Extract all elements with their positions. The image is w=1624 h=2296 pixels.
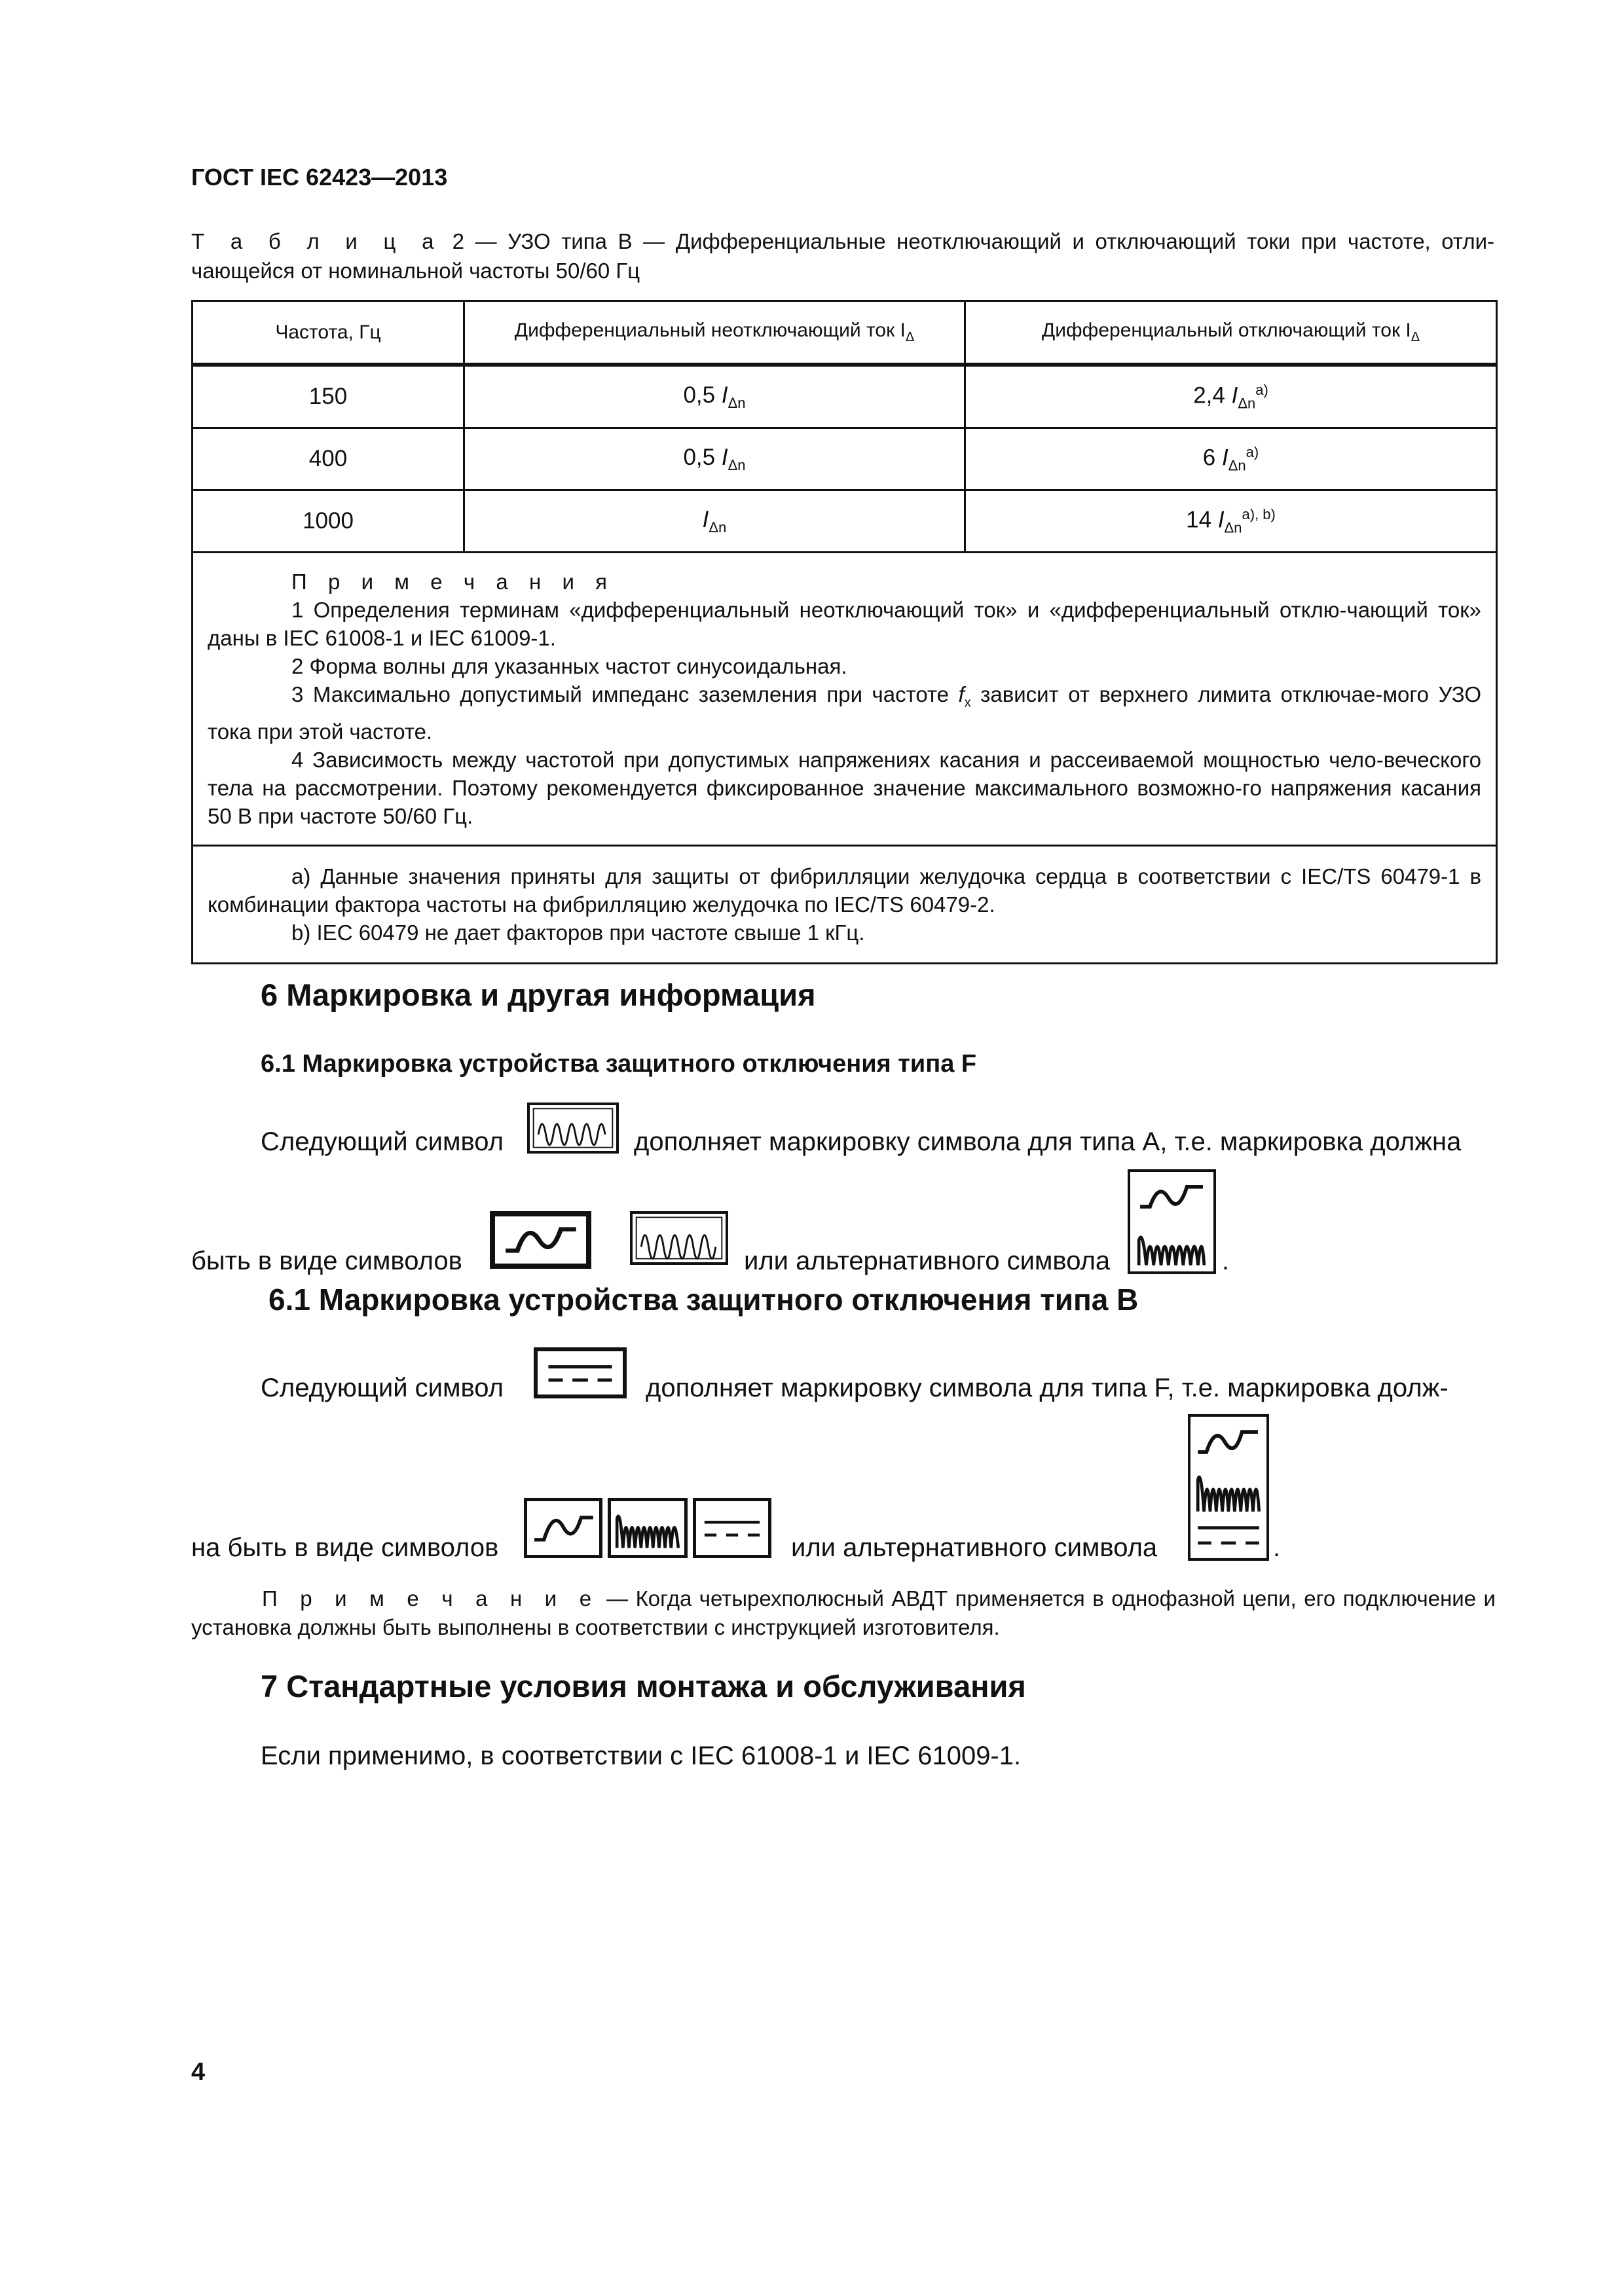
table-caption-line2: чающейся от номинальной частоты 50/60 Гц — [191, 259, 640, 283]
sub1-line1-start: Следующий символ — [261, 1127, 504, 1156]
table-notes — [193, 553, 1497, 846]
note-line2: установка должны быть выполнены в соответствии с инструкцией изготовителя. — [191, 1615, 1000, 1639]
notes-title: П р и м е ч а н и я — [291, 570, 615, 594]
sub2-line1-start: Следующий символ — [261, 1374, 504, 1402]
note-3: 3 Максимально допустимый импеданс заземления при частоте $f_x$ зависит от верхнего лимита отключае-мого УЗО тока при этой частоте. — [208, 682, 1481, 744]
document-header: ГОСТ IEC 62423—2013 — [191, 164, 448, 191]
note-2: 2 Форма волны для указанных частот синусоидальная. — [291, 654, 847, 678]
page-number: 4 — [191, 2058, 206, 2086]
cell-trip: 6 $I_{\Delta n}^{a)}$ — [965, 428, 1497, 490]
type-f-combined-icon — [1128, 1169, 1216, 1274]
footnote-a: a) Данные значения приняты для защиты от фибрилляции желудочка сердца в соответствии с IEC/TS 60479-1 в комбинации фактора частоты на фибрилляцию желудочка по IEC/TS 60479-2. — [208, 864, 1481, 917]
sub2-line2-start: на быть в виде символов — [191, 1533, 499, 1562]
half-wave-pulsating-icon — [490, 1211, 591, 1269]
header-trip-current: Дифференциальный отключающий ток $I_\Delta$ — [965, 301, 1497, 365]
section-6-1-title: 6.1 Маркировка устройства защитного отключения типа F — [261, 1050, 977, 1078]
table-row — [193, 428, 1497, 490]
table-caption-text: 2 — УЗО типа В — Дифференциальные неотключающий и отключающий токи при частоте, отли- — [441, 229, 1495, 253]
section-7-title: 7 Стандартные условия монтажа и обслуживания — [261, 1669, 1026, 1704]
table-footnotes-row — [193, 845, 1497, 963]
footnote-b: b) IEC 60479 не дает факторов при частоте свыше 1 кГц. — [291, 920, 865, 945]
multi-frequency-wave-icon — [527, 1102, 619, 1154]
section-6-note — [191, 1584, 1496, 1642]
cell-frequency: 1000 — [193, 490, 464, 553]
cell-non-trip: 0,5 $I_{\Delta n}$ — [464, 365, 965, 428]
sub2-line2-end: . — [1273, 1533, 1281, 1562]
cell-non-trip: $I_{\Delta n}$ — [464, 490, 965, 553]
note-1: 1 Определения терминам «дифференциальный неотключающий ток» и «дифференциальный отклю-чающий ток» даны в IEC 61008-1 и IEC 61009-1. — [208, 598, 1481, 650]
note-4: 4 Зависимость между частотой при допустимых напряжениях касания и рассеиваемой мощностью чело-веческого тела на рассмотрении. Поэтому рекомендуется фиксированное значение максимального возможно-го напряжения касания 50 В при частоте 50/60 Гц. — [208, 747, 1481, 828]
table-header-row — [193, 301, 1497, 365]
table-caption-label: Т а б л и ц а — [191, 229, 442, 253]
cell-frequency: 400 — [193, 428, 464, 490]
table-notes-row — [193, 553, 1497, 846]
section-6-title: 6 Маркировка и другая информация — [261, 977, 816, 1012]
type-b-combined-icon — [1188, 1414, 1269, 1561]
header-frequency: Частота, Гц — [193, 301, 464, 365]
cell-trip: 14 $I_{\Delta n}^{a), b)}$ — [965, 490, 1497, 553]
table-row — [193, 490, 1497, 553]
section-7-text: Если применимо, в соответствии с IEC 61008-1 и IEC 61009-1. — [261, 1741, 1022, 1770]
section-6-1-b-title: 6.1 Маркировка устройства защитного отключения типа B — [268, 1283, 1139, 1317]
multi-frequency-wave-icon — [630, 1211, 728, 1265]
table-caption — [191, 227, 1494, 285]
sub2-line1-end: дополняет маркировку символа для типа F, т.е. маркировка долж- — [646, 1374, 1449, 1402]
table-row — [193, 365, 1497, 428]
note-text: — Когда четырехполюсный АВДТ применяется в однофазной цепи, его подключение и — [599, 1586, 1496, 1611]
sub1-line2-middle: или альтернативного символа — [744, 1247, 1111, 1275]
header-non-trip-current: Дифференциальный неотключающий ток $I_\Delta$ — [464, 301, 965, 365]
table-footnotes — [193, 845, 1497, 963]
table-2 — [191, 300, 1498, 964]
sub1-line2-start: быть в виде символов — [191, 1247, 462, 1275]
cell-trip: 2,4 $I_{\Delta n}^{a)}$ — [965, 365, 1497, 428]
multi-frequency-wave-icon — [608, 1498, 688, 1558]
direct-current-icon — [693, 1498, 771, 1558]
sub1-line1-end: дополняет маркировку символа для типа A, т.е. маркировка должна — [634, 1127, 1462, 1156]
cell-frequency: 150 — [193, 365, 464, 428]
sub1-line2-end: . — [1222, 1247, 1230, 1275]
sub2-line2-middle: или альтернативного символа — [791, 1533, 1158, 1562]
note-label: П р и м е ч а н и е — [262, 1586, 599, 1611]
half-wave-pulsating-icon — [524, 1498, 602, 1558]
cell-non-trip: 0,5 $I_{\Delta n}$ — [464, 428, 965, 490]
direct-current-icon — [534, 1347, 627, 1398]
